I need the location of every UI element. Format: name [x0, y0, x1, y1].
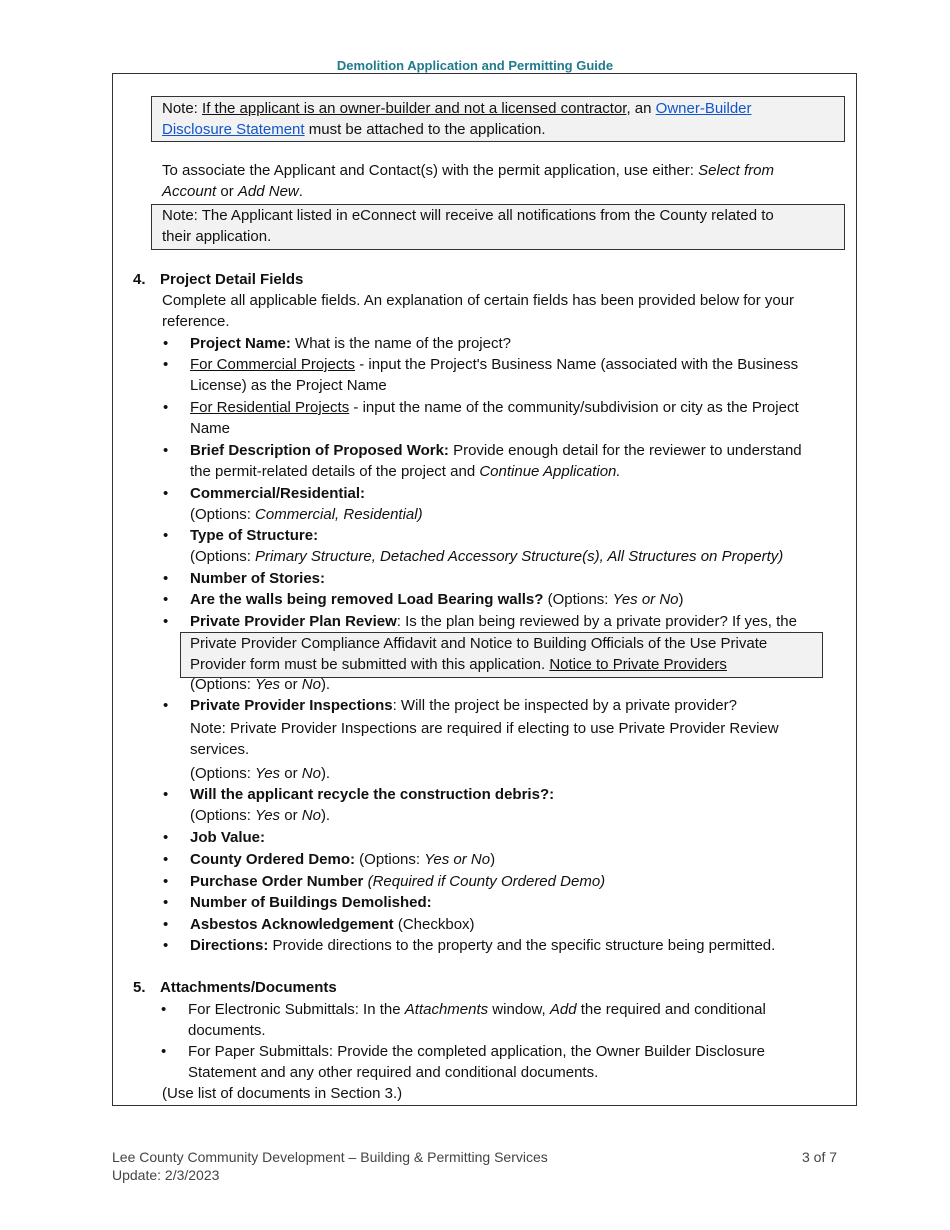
- notice-to-private-providers-link[interactable]: Notice to Private Providers: [549, 656, 727, 673]
- private-provider-inspections-options: (Options: Yes or No).: [190, 765, 331, 782]
- paper-submittals-item: For Paper Submittals: Provide the completed application, the Owner Builder Disclosure Statement and any other required and conditional documents.: [188, 1043, 765, 1081]
- number-of-stories-item: Number of Stories:: [190, 570, 326, 587]
- bullet-icon: •: [161, 1001, 167, 1018]
- section-4-title: Project Detail Fields: [160, 271, 304, 288]
- type-of-structure-item: Type of Structure: (Options: Primary Structure, Detached Accessory Structure(s), All Structures on Property): [190, 527, 784, 565]
- bullet-icon: •: [163, 697, 169, 714]
- private-provider-form-note: Private Provider Compliance Affidavit and Notice to Building Officials of the Use Private Provider form must be submitted with this application. Notice to Private Providers: [180, 632, 823, 678]
- asbestos-acknowledgement-item: Asbestos Acknowledgement (Checkbox): [190, 916, 475, 933]
- footer-update-date: Update: 2/3/2023: [112, 1167, 220, 1183]
- applicant-notification-note: Note: The Applicant listed in eConnect will receive all notifications from the County related to their application.: [151, 204, 845, 250]
- private-provider-inspections-item: Private Provider Inspections: Will the project be inspected by a private provider?: [190, 697, 737, 714]
- bullet-icon: •: [163, 399, 169, 416]
- owner-builder-condition: If the applicant is an owner-builder and not a licensed contractor: [202, 100, 627, 117]
- private-provider-inspections-note: Note: Private Provider Inspections are required if electing to use Private Provider Review services.: [190, 720, 779, 758]
- section-4-intro: Complete all applicable fields. An explanation of certain fields has been provided below for your reference.: [162, 292, 795, 330]
- load-bearing-walls-item: Are the walls being removed Load Bearing walls? (Options: Yes or No): [190, 591, 684, 608]
- directions-item: Directions: Provide directions to the property and the specific structure being permitted.: [190, 937, 776, 954]
- section-5-number: 5.: [133, 979, 146, 996]
- bullet-icon: •: [163, 851, 169, 868]
- bullet-icon: •: [163, 916, 169, 933]
- section-4-number: 4.: [133, 271, 146, 288]
- county-ordered-demo-item: County Ordered Demo: (Options: Yes or No): [190, 851, 496, 868]
- bullet-icon: •: [163, 442, 169, 459]
- associate-paragraph: To associate the Applicant and Contact(s) with the permit application, use either: Select from Account or Add New.: [162, 162, 774, 200]
- bullet-icon: •: [163, 485, 169, 502]
- bullet-icon: •: [161, 1043, 167, 1060]
- brief-description-item: Brief Description of Proposed Work: Provide enough detail for the reviewer to understand the permit-related details of the project and Continue Application.: [190, 442, 802, 480]
- section-5-title: Attachments/Documents: [160, 979, 337, 996]
- bullet-icon: •: [163, 829, 169, 846]
- bullet-icon: •: [163, 527, 169, 544]
- buildings-demolished-item: Number of Buildings Demolished:: [190, 894, 432, 911]
- bullet-icon: •: [163, 894, 169, 911]
- document-header-title: Demolition Application and Permitting Guide: [336, 58, 614, 73]
- owner-builder-note: Note: If the applicant is an owner-builder and not a licensed contractor, an Owner-Builder Disclosure Statement must be attached to the application.: [151, 96, 845, 142]
- bullet-icon: •: [163, 335, 169, 352]
- owner-builder-disclosure-link[interactable]: Owner-Builder: [655, 100, 752, 117]
- purchase-order-number-item: Purchase Order Number (Required if County Ordered Demo): [190, 873, 606, 890]
- private-provider-plan-review-item: Private Provider Plan Review: Is the plan being reviewed by a private provider? If yes, the: [190, 613, 797, 630]
- electronic-submittals-item: For Electronic Submittals: In the Attachments window, Add the required and conditional documents.: [188, 1001, 766, 1039]
- bullet-icon: •: [163, 356, 169, 373]
- job-value-item: Job Value:: [190, 829, 266, 846]
- residential-projects-item: For Residential Projects - input the name of the community/subdivision or city as the Project Name: [190, 399, 799, 437]
- bullet-icon: •: [163, 937, 169, 954]
- commercial-residential-item: Commercial/Residential: (Options: Commercial, Residential): [190, 485, 423, 523]
- commercial-projects-item: For Commercial Projects - input the Project's Business Name (associated with the Business License) as the Project Name: [190, 356, 799, 394]
- bullet-icon: •: [163, 873, 169, 890]
- bullet-icon: •: [163, 570, 169, 587]
- bullet-icon: •: [163, 786, 169, 803]
- private-provider-plan-review-options: (Options: Yes or No).: [190, 676, 331, 693]
- use-list-note: (Use list of documents in Section 3.): [162, 1085, 403, 1102]
- owner-builder-disclosure-link-cont[interactable]: Disclosure Statement: [162, 121, 305, 138]
- footer-organization: Lee County Community Development – Building & Permitting Services: [112, 1149, 548, 1165]
- bullet-icon: •: [163, 613, 169, 630]
- bullet-icon: •: [163, 591, 169, 608]
- project-name-item: Project Name: What is the name of the project?: [190, 335, 511, 352]
- footer-page-number: 3 of 7: [802, 1149, 838, 1165]
- recycle-debris-item: Will the applicant recycle the construction debris?: (Options: Yes or No).: [190, 786, 555, 824]
